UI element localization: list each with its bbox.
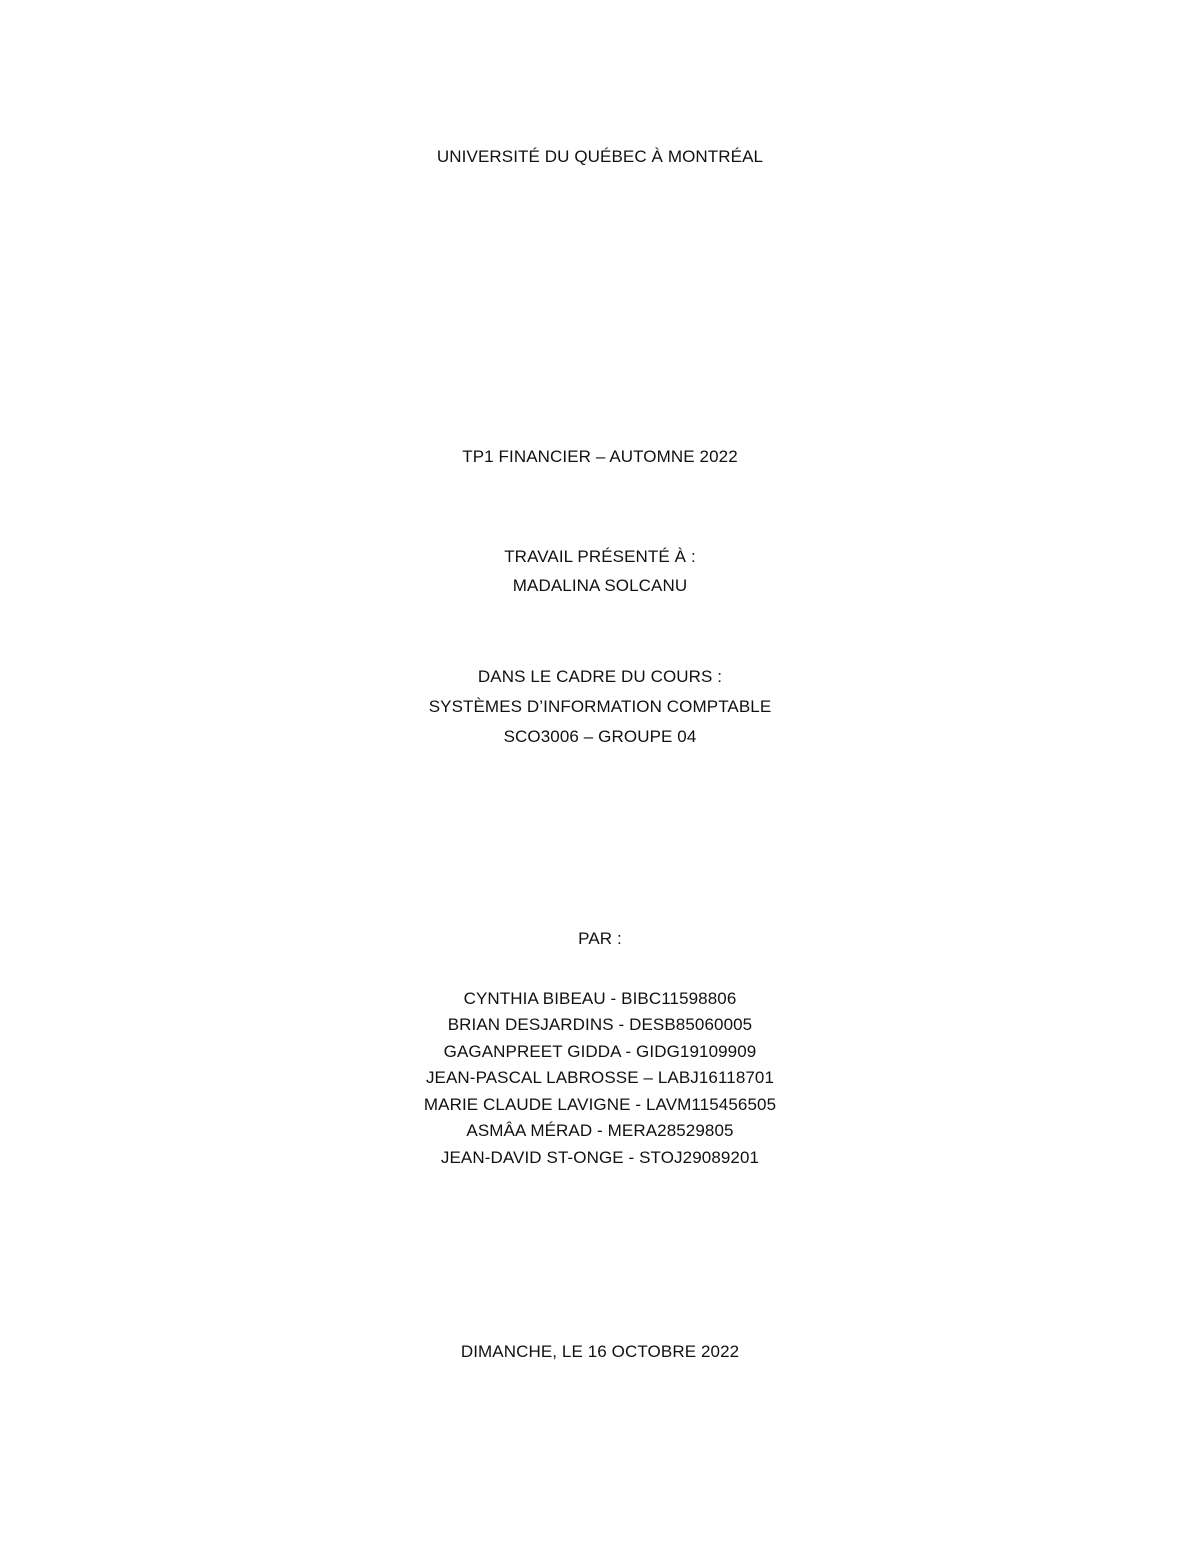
- author-item: ASMÂA MÉRAD - MERA28529805: [466, 1121, 734, 1140]
- presented-to-name: MADALINA SOLCANU: [512, 576, 688, 595]
- author-item: BRIAN DESJARDINS - DESB85060005: [447, 1015, 753, 1034]
- course-name: SYSTÈMES D’INFORMATION COMPTABLE: [428, 697, 772, 716]
- author-item: MARIE CLAUDE LAVIGNE - LAVM115456505: [423, 1095, 777, 1114]
- submission-date: DIMANCHE, LE 16 OCTOBRE 2022: [460, 1342, 740, 1361]
- course-label: DANS LE CADRE DU COURS :: [477, 667, 723, 686]
- presented-to-label: TRAVAIL PRÉSENTÉ À :: [504, 547, 696, 566]
- author-item: JEAN-PASCAL LABROSSE – LABJ16118701: [425, 1068, 775, 1087]
- author-item: JEAN-DAVID ST-ONGE - STOJ29089201: [440, 1148, 760, 1167]
- author-item: GAGANPREET GIDDA - GIDG19109909: [443, 1042, 757, 1061]
- course-code: SCO3006 – GROUPE 04: [503, 727, 697, 746]
- assignment-title: TP1 FINANCIER – AUTOMNE 2022: [462, 447, 738, 466]
- university-name: UNIVERSITÉ DU QUÉBEC À MONTRÉAL: [436, 147, 764, 166]
- by-label: PAR :: [578, 929, 622, 948]
- author-item: CYNTHIA BIBEAU - BIBC11598806: [463, 989, 737, 1008]
